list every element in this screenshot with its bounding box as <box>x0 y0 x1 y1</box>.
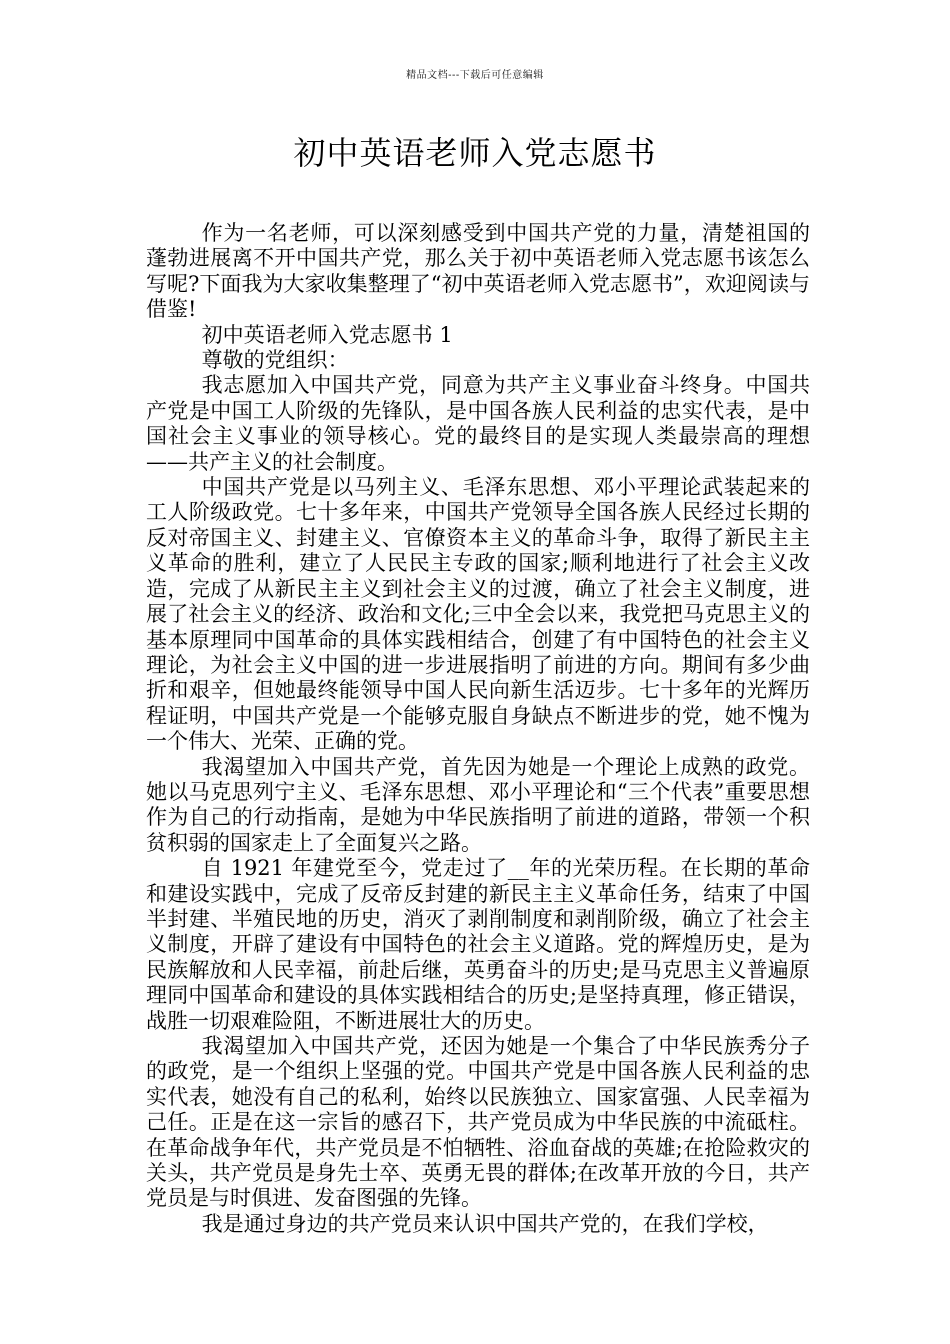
salutation: 尊敬的党组织： <box>201 348 349 373</box>
body-paragraph: 中国共产党是以马列主义、毛泽东思想、邓小平理论武装起来的工人阶级政党。七十多年来，中国共产党领导全国各族人民经过长期的反对帝国主义、封建主义、官僚资本主义的革命斗争，取得了新民主主义革命的胜利，建立了人民民主专政的国家;顺利地进行了社会主义改造，完成了从新民主主义到社会主义的过渡，确立了社会主义制度，进展了社会主义的经济、政治和文化;三中全会以来，我党把马克思主义的基本原理同中国革命的具体实践相结合，创建了有中国特色的社会主义理论，为社会主义中国的进一步进展指明了前进的方向。期间有多少曲折和艰辛，但她最终能领导中国人民向新生活迈步。七十多年的光辉历程证明，中国共产党是一个能够克服自身缺点不断进步的党，她不愧为一个伟大、光荣、正确的党。 <box>146 475 810 754</box>
body-paragraph: 我是通过身边的共产党员来认识中国共产党的，在我们学校， <box>201 1211 769 1236</box>
page-header-note: 精品文档---下载后可任意编辑 <box>406 70 544 81</box>
body-paragraph: 我渴望加入中国共产党，首先因为她是一个理论上成熟的政党。她以马克思列宁主义、毛泽东思想、邓小平理论和“三个代表”重要思想作为自己的行动指南，是她为中华民族指明了前进的道路，带领一个积贫积弱的国家走上了全面复兴之路。 <box>146 754 810 855</box>
body-paragraph: 自 1921 年建党至今，党走过了__年的光荣历程。在长期的革命和建设实践中，完成了反帝反封建的新民主主义革命任务，结束了中国半封建、半殖民地的历史，消灭了剥削制度和剥削阶级，确立了社会主义制度，开辟了建设有中国特色的社会主义道路。党的辉煌历史，是为民族解放和人民幸福，前赴后继，英勇奋斗的历史;是马克思主义普遍原理同中国革命和建设的具体实践相结合的历史;是坚持真理，修正错误，战胜一切艰难险阻，不断进展壮大的历史。 <box>146 856 810 1033</box>
body-paragraph: 我志愿加入中国共产党，同意为共产主义事业奋斗终身。中国共产党是中国工人阶级的先锋队，是中国各族人民利益的忠实代表，是中国社会主义事业的领导核心。党的最终目的是实现人类最崇高的理想——共产主义的社会制度。 <box>146 373 810 474</box>
document-body <box>146 221 810 1237</box>
body-paragraph: 我渴望加入中国共产党，还因为她是一个集合了中华民族秀分子的政党，是一个组织上坚强的党。中国共产党是中国各族人民利益的忠实代表，她没有自己的私利，始终以民族独立、国家富强、人民幸福为己任。正是在这一宗旨的感召下，共产党员成为中华民族的中流砥柱。在革命战争年代，共产党员是不怕牺牲、浴血奋战的英雄;在抢险救灾的关头，共产党员是身先士卒、英勇无畏的群体;在改革开放的今日，共产党员是与时俱进、发奋图强的先锋。 <box>146 1034 810 1211</box>
intro-paragraph: 作为一名老师，可以深刻感受到中国共产党的力量，清楚祖国的蓬勃进展离不开中国共产党，那么关于初中英语老师入党志愿书该怎么写呢?下面我为大家收集整理了“初中英语老师入党志愿书”，欢迎阅读与借鉴! <box>146 221 810 322</box>
section-heading: 初中英语老师入党志愿书 1 <box>201 322 453 347</box>
document-title: 初中英语老师入党志愿书 <box>293 134 657 172</box>
